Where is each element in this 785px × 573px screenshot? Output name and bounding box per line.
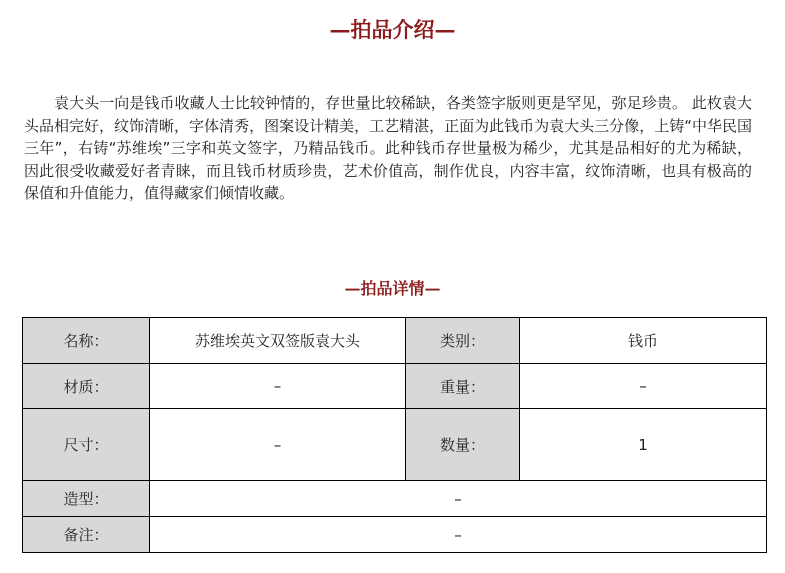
quantity-label: 数量：	[406, 409, 520, 481]
details-table	[22, 317, 767, 553]
table-row	[23, 517, 767, 553]
shape-value: –	[150, 481, 767, 517]
table-row	[23, 481, 767, 517]
remarks-label: 备注：	[23, 517, 150, 553]
intro-paragraph: 袁大头一向是钱币收藏人士比较钟情的，存世量比较稀缺，各类签字版则更是罕见，弥足珍贵。 此枚袁大头品相完好，纹饰清晰，字体清秀，图案设计精美，工艺精湛，正面为此钱币为袁大头三分像，上铸“中华民国三年”，右铸“苏维埃”三字和英文签字，乃精品钱币。此种钱币存世量极为稀少，尤其是品相好的尤为稀缺，因此很受收藏爱好者青睐，而且钱币材质珍贵，艺术价值高，制作优良，内容丰富，纹饰清晰，也具有极高的保值和升值能力，值得藏家们倾情收藏。	[24, 94, 752, 202]
weight-value: –	[520, 364, 767, 409]
name-label: 名称：	[23, 318, 150, 364]
quantity-value: 1	[520, 409, 767, 481]
weight-label: 重量：	[406, 364, 520, 409]
table-row	[23, 409, 767, 481]
remarks-value: –	[150, 517, 767, 553]
table-row	[23, 364, 767, 409]
material-label: 材质：	[23, 364, 150, 409]
intro-section-title: —拍品介绍—	[329, 17, 456, 42]
table-row	[23, 318, 767, 364]
size-label: 尺寸：	[23, 409, 150, 481]
material-value: –	[150, 364, 406, 409]
category-label: 类别：	[406, 318, 520, 364]
details-section-title: —拍品详情—	[344, 279, 441, 298]
size-value: –	[150, 409, 406, 481]
shape-label: 造型：	[23, 481, 150, 517]
category-value: 钱币	[520, 318, 767, 364]
name-value: 苏维埃英文双签版袁大头	[150, 318, 406, 364]
